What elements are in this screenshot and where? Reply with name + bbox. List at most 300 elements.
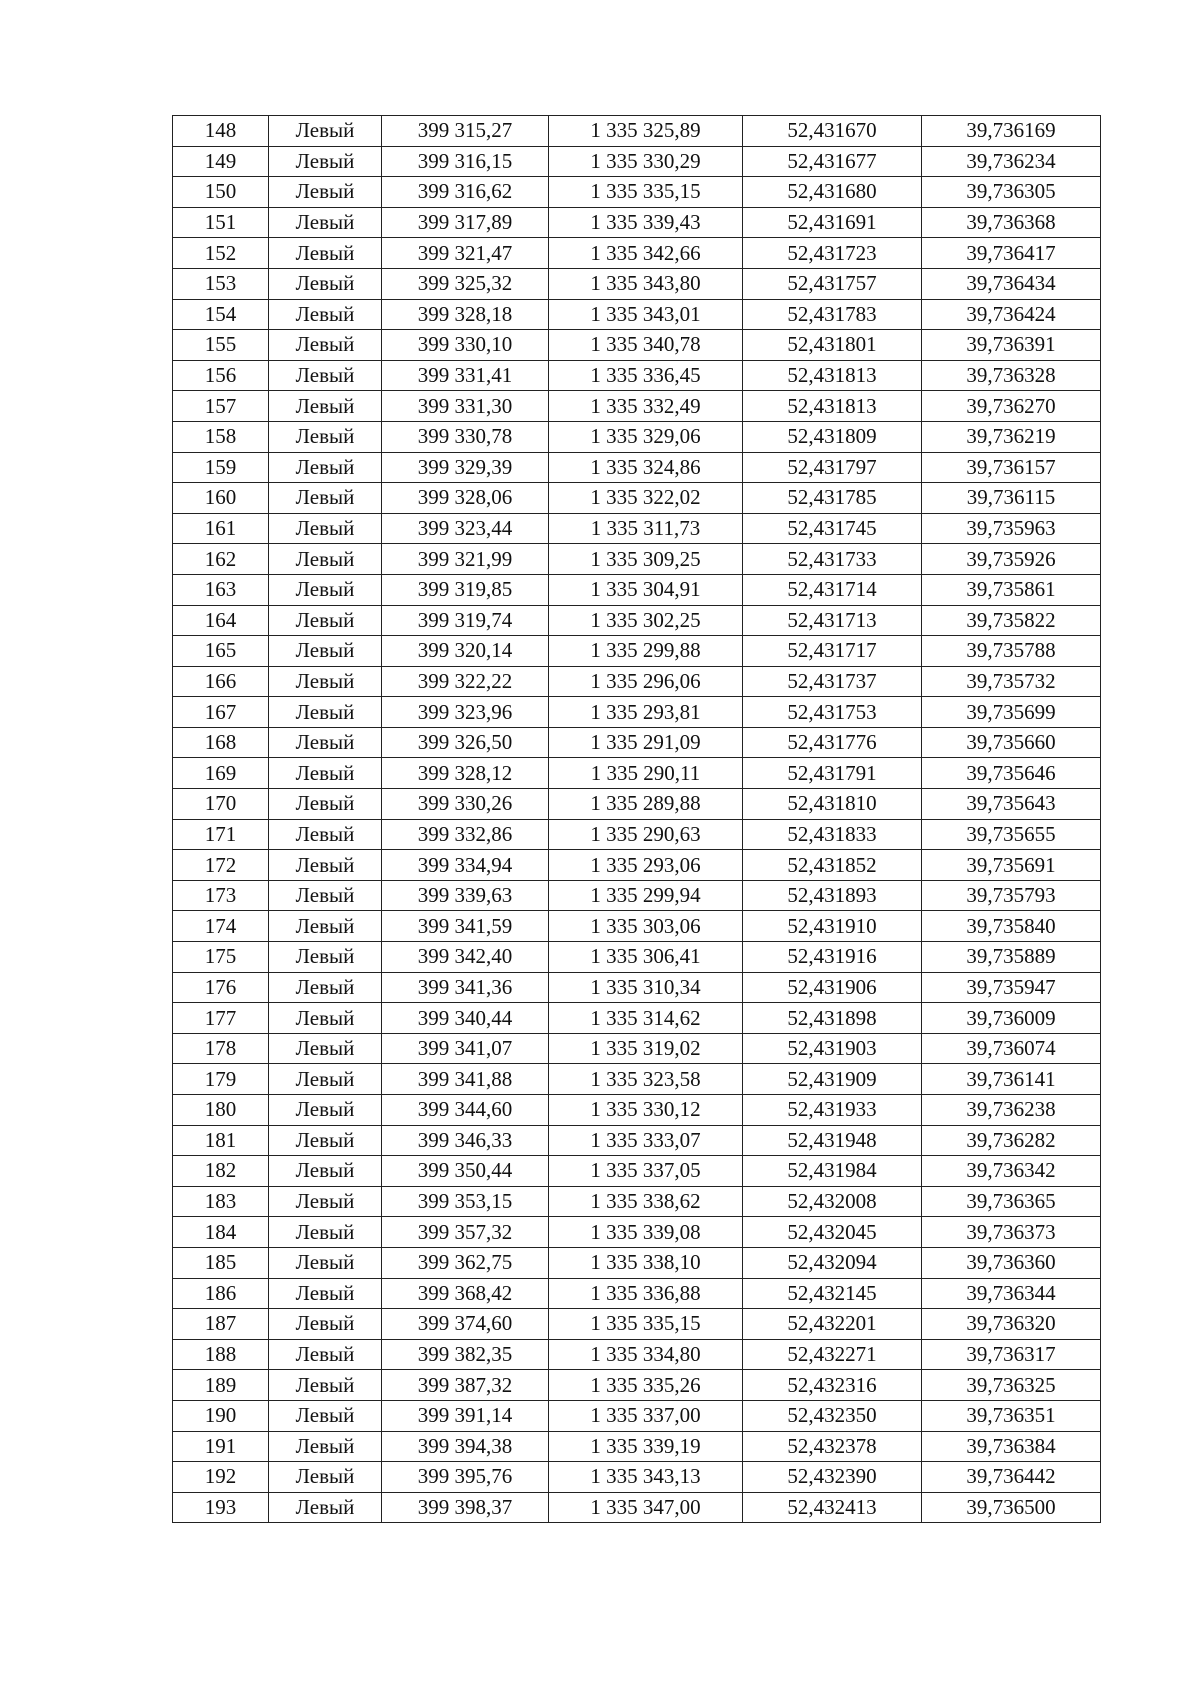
side-cell: Левый xyxy=(269,330,382,361)
latitude-cell: 52,431670 xyxy=(743,116,922,147)
y-coordinate-cell: 1 335 333,07 xyxy=(549,1125,743,1156)
latitude-cell: 52,432271 xyxy=(743,1339,922,1370)
point-number-cell: 165 xyxy=(173,636,269,667)
x-coordinate-cell: 399 339,63 xyxy=(382,880,549,911)
latitude-cell: 52,431910 xyxy=(743,911,922,942)
side-cell: Левый xyxy=(269,146,382,177)
latitude-cell: 52,431801 xyxy=(743,330,922,361)
side-cell: Левый xyxy=(269,636,382,667)
y-coordinate-cell: 1 335 335,15 xyxy=(549,1309,743,1340)
latitude-cell: 52,431723 xyxy=(743,238,922,269)
y-coordinate-cell: 1 335 336,88 xyxy=(549,1278,743,1309)
point-number-cell: 176 xyxy=(173,972,269,1003)
table-row xyxy=(173,942,1101,973)
latitude-cell: 52,431677 xyxy=(743,146,922,177)
point-number-cell: 154 xyxy=(173,299,269,330)
side-cell: Левый xyxy=(269,1309,382,1340)
latitude-cell: 52,432413 xyxy=(743,1492,922,1523)
longitude-cell: 39,736317 xyxy=(922,1339,1101,1370)
table-row xyxy=(173,605,1101,636)
x-coordinate-cell: 399 391,14 xyxy=(382,1400,549,1431)
latitude-cell: 52,431984 xyxy=(743,1156,922,1187)
longitude-cell: 39,735643 xyxy=(922,789,1101,820)
x-coordinate-cell: 399 319,74 xyxy=(382,605,549,636)
longitude-cell: 39,736442 xyxy=(922,1462,1101,1493)
longitude-cell: 39,736424 xyxy=(922,299,1101,330)
point-number-cell: 149 xyxy=(173,146,269,177)
y-coordinate-cell: 1 335 293,81 xyxy=(549,697,743,728)
longitude-cell: 39,736351 xyxy=(922,1400,1101,1431)
point-number-cell: 173 xyxy=(173,880,269,911)
latitude-cell: 52,432316 xyxy=(743,1370,922,1401)
side-cell: Левый xyxy=(269,238,382,269)
side-cell: Левый xyxy=(269,1247,382,1278)
table-row xyxy=(173,207,1101,238)
table-row xyxy=(173,1370,1101,1401)
x-coordinate-cell: 399 322,22 xyxy=(382,666,549,697)
side-cell: Левый xyxy=(269,605,382,636)
longitude-cell: 39,736157 xyxy=(922,452,1101,483)
side-cell: Левый xyxy=(269,697,382,728)
table-row xyxy=(173,452,1101,483)
y-coordinate-cell: 1 335 319,02 xyxy=(549,1033,743,1064)
x-coordinate-cell: 399 316,62 xyxy=(382,177,549,208)
latitude-cell: 52,431909 xyxy=(743,1064,922,1095)
table-row xyxy=(173,758,1101,789)
longitude-cell: 39,736384 xyxy=(922,1431,1101,1462)
longitude-cell: 39,735655 xyxy=(922,819,1101,850)
point-number-cell: 157 xyxy=(173,391,269,422)
point-number-cell: 151 xyxy=(173,207,269,238)
point-number-cell: 175 xyxy=(173,942,269,973)
point-number-cell: 158 xyxy=(173,421,269,452)
y-coordinate-cell: 1 335 339,19 xyxy=(549,1431,743,1462)
table-row xyxy=(173,911,1101,942)
point-number-cell: 171 xyxy=(173,819,269,850)
longitude-cell: 39,735947 xyxy=(922,972,1101,1003)
point-number-cell: 192 xyxy=(173,1462,269,1493)
latitude-cell: 52,431757 xyxy=(743,268,922,299)
side-cell: Левый xyxy=(269,1278,382,1309)
table-row xyxy=(173,1125,1101,1156)
y-coordinate-cell: 1 335 329,06 xyxy=(549,421,743,452)
table-row xyxy=(173,1278,1101,1309)
table-row xyxy=(173,1217,1101,1248)
y-coordinate-cell: 1 335 323,58 xyxy=(549,1064,743,1095)
y-coordinate-cell: 1 335 335,26 xyxy=(549,1370,743,1401)
table-row xyxy=(173,789,1101,820)
x-coordinate-cell: 399 315,27 xyxy=(382,116,549,147)
longitude-cell: 39,735660 xyxy=(922,727,1101,758)
table-row xyxy=(173,544,1101,575)
x-coordinate-cell: 399 325,32 xyxy=(382,268,549,299)
y-coordinate-cell: 1 335 291,09 xyxy=(549,727,743,758)
longitude-cell: 39,736328 xyxy=(922,360,1101,391)
side-cell: Левый xyxy=(269,1033,382,1064)
y-coordinate-cell: 1 335 338,10 xyxy=(549,1247,743,1278)
y-coordinate-cell: 1 335 330,29 xyxy=(549,146,743,177)
coordinates-table-body xyxy=(173,116,1101,1523)
side-cell: Левый xyxy=(269,1003,382,1034)
y-coordinate-cell: 1 335 343,80 xyxy=(549,268,743,299)
point-number-cell: 159 xyxy=(173,452,269,483)
y-coordinate-cell: 1 335 289,88 xyxy=(549,789,743,820)
table-row xyxy=(173,177,1101,208)
table-row xyxy=(173,880,1101,911)
latitude-cell: 52,431833 xyxy=(743,819,922,850)
x-coordinate-cell: 399 394,38 xyxy=(382,1431,549,1462)
x-coordinate-cell: 399 342,40 xyxy=(382,942,549,973)
table-row xyxy=(173,1186,1101,1217)
y-coordinate-cell: 1 335 322,02 xyxy=(549,483,743,514)
y-coordinate-cell: 1 335 309,25 xyxy=(549,544,743,575)
point-number-cell: 182 xyxy=(173,1156,269,1187)
point-number-cell: 174 xyxy=(173,911,269,942)
x-coordinate-cell: 399 340,44 xyxy=(382,1003,549,1034)
y-coordinate-cell: 1 335 337,00 xyxy=(549,1400,743,1431)
x-coordinate-cell: 399 341,07 xyxy=(382,1033,549,1064)
y-coordinate-cell: 1 335 302,25 xyxy=(549,605,743,636)
table-row xyxy=(173,483,1101,514)
latitude-cell: 52,432008 xyxy=(743,1186,922,1217)
table-row xyxy=(173,1003,1101,1034)
table-row xyxy=(173,1309,1101,1340)
y-coordinate-cell: 1 335 338,62 xyxy=(549,1186,743,1217)
x-coordinate-cell: 399 368,42 xyxy=(382,1278,549,1309)
longitude-cell: 39,736434 xyxy=(922,268,1101,299)
side-cell: Левый xyxy=(269,1462,382,1493)
longitude-cell: 39,736169 xyxy=(922,116,1101,147)
x-coordinate-cell: 399 346,33 xyxy=(382,1125,549,1156)
longitude-cell: 39,736282 xyxy=(922,1125,1101,1156)
latitude-cell: 52,431785 xyxy=(743,483,922,514)
y-coordinate-cell: 1 335 332,49 xyxy=(549,391,743,422)
longitude-cell: 39,736009 xyxy=(922,1003,1101,1034)
point-number-cell: 185 xyxy=(173,1247,269,1278)
y-coordinate-cell: 1 335 339,43 xyxy=(549,207,743,238)
longitude-cell: 39,735822 xyxy=(922,605,1101,636)
point-number-cell: 148 xyxy=(173,116,269,147)
side-cell: Левый xyxy=(269,421,382,452)
side-cell: Левый xyxy=(269,513,382,544)
longitude-cell: 39,736115 xyxy=(922,483,1101,514)
longitude-cell: 39,735926 xyxy=(922,544,1101,575)
latitude-cell: 52,432390 xyxy=(743,1462,922,1493)
point-number-cell: 186 xyxy=(173,1278,269,1309)
y-coordinate-cell: 1 335 293,06 xyxy=(549,850,743,881)
latitude-cell: 52,431745 xyxy=(743,513,922,544)
side-cell: Левый xyxy=(269,299,382,330)
side-cell: Левый xyxy=(269,850,382,881)
longitude-cell: 39,736391 xyxy=(922,330,1101,361)
x-coordinate-cell: 399 330,78 xyxy=(382,421,549,452)
x-coordinate-cell: 399 331,30 xyxy=(382,391,549,422)
point-number-cell: 172 xyxy=(173,850,269,881)
x-coordinate-cell: 399 334,94 xyxy=(382,850,549,881)
table-row xyxy=(173,391,1101,422)
side-cell: Левый xyxy=(269,1064,382,1095)
latitude-cell: 52,431809 xyxy=(743,421,922,452)
longitude-cell: 39,735732 xyxy=(922,666,1101,697)
latitude-cell: 52,431813 xyxy=(743,360,922,391)
table-row xyxy=(173,146,1101,177)
x-coordinate-cell: 399 321,99 xyxy=(382,544,549,575)
y-coordinate-cell: 1 335 343,13 xyxy=(549,1462,743,1493)
latitude-cell: 52,431906 xyxy=(743,972,922,1003)
x-coordinate-cell: 399 341,59 xyxy=(382,911,549,942)
table-row xyxy=(173,666,1101,697)
longitude-cell: 39,736344 xyxy=(922,1278,1101,1309)
point-number-cell: 183 xyxy=(173,1186,269,1217)
latitude-cell: 52,431733 xyxy=(743,544,922,575)
longitude-cell: 39,736320 xyxy=(922,1309,1101,1340)
side-cell: Левый xyxy=(269,911,382,942)
y-coordinate-cell: 1 335 335,15 xyxy=(549,177,743,208)
latitude-cell: 52,431783 xyxy=(743,299,922,330)
y-coordinate-cell: 1 335 303,06 xyxy=(549,911,743,942)
latitude-cell: 52,431776 xyxy=(743,727,922,758)
latitude-cell: 52,432145 xyxy=(743,1278,922,1309)
longitude-cell: 39,736219 xyxy=(922,421,1101,452)
point-number-cell: 153 xyxy=(173,268,269,299)
latitude-cell: 52,431903 xyxy=(743,1033,922,1064)
table-row xyxy=(173,850,1101,881)
point-number-cell: 156 xyxy=(173,360,269,391)
y-coordinate-cell: 1 335 340,78 xyxy=(549,330,743,361)
x-coordinate-cell: 399 374,60 xyxy=(382,1309,549,1340)
y-coordinate-cell: 1 335 290,63 xyxy=(549,819,743,850)
side-cell: Левый xyxy=(269,880,382,911)
latitude-cell: 52,431713 xyxy=(743,605,922,636)
side-cell: Левый xyxy=(269,483,382,514)
coordinates-table xyxy=(172,115,1101,1523)
y-coordinate-cell: 1 335 325,89 xyxy=(549,116,743,147)
y-coordinate-cell: 1 335 306,41 xyxy=(549,942,743,973)
x-coordinate-cell: 399 387,32 xyxy=(382,1370,549,1401)
longitude-cell: 39,736373 xyxy=(922,1217,1101,1248)
point-number-cell: 184 xyxy=(173,1217,269,1248)
x-coordinate-cell: 399 326,50 xyxy=(382,727,549,758)
y-coordinate-cell: 1 335 324,86 xyxy=(549,452,743,483)
table-row xyxy=(173,1339,1101,1370)
x-coordinate-cell: 399 332,86 xyxy=(382,819,549,850)
latitude-cell: 52,431753 xyxy=(743,697,922,728)
y-coordinate-cell: 1 335 337,05 xyxy=(549,1156,743,1187)
latitude-cell: 52,432378 xyxy=(743,1431,922,1462)
table-row xyxy=(173,1492,1101,1523)
latitude-cell: 52,431680 xyxy=(743,177,922,208)
table-row xyxy=(173,574,1101,605)
point-number-cell: 177 xyxy=(173,1003,269,1034)
longitude-cell: 39,735861 xyxy=(922,574,1101,605)
side-cell: Левый xyxy=(269,1095,382,1126)
y-coordinate-cell: 1 335 339,08 xyxy=(549,1217,743,1248)
point-number-cell: 179 xyxy=(173,1064,269,1095)
x-coordinate-cell: 399 321,47 xyxy=(382,238,549,269)
side-cell: Левый xyxy=(269,544,382,575)
side-cell: Левый xyxy=(269,452,382,483)
point-number-cell: 166 xyxy=(173,666,269,697)
longitude-cell: 39,735691 xyxy=(922,850,1101,881)
y-coordinate-cell: 1 335 299,88 xyxy=(549,636,743,667)
table-row xyxy=(173,1431,1101,1462)
table-row xyxy=(173,972,1101,1003)
x-coordinate-cell: 399 323,96 xyxy=(382,697,549,728)
table-row xyxy=(173,238,1101,269)
side-cell: Левый xyxy=(269,1370,382,1401)
y-coordinate-cell: 1 335 347,00 xyxy=(549,1492,743,1523)
latitude-cell: 52,432045 xyxy=(743,1217,922,1248)
latitude-cell: 52,431813 xyxy=(743,391,922,422)
y-coordinate-cell: 1 335 336,45 xyxy=(549,360,743,391)
table-row xyxy=(173,513,1101,544)
latitude-cell: 52,432350 xyxy=(743,1400,922,1431)
x-coordinate-cell: 399 382,35 xyxy=(382,1339,549,1370)
longitude-cell: 39,736325 xyxy=(922,1370,1101,1401)
x-coordinate-cell: 399 330,26 xyxy=(382,789,549,820)
table-row xyxy=(173,1033,1101,1064)
latitude-cell: 52,431791 xyxy=(743,758,922,789)
side-cell: Левый xyxy=(269,666,382,697)
side-cell: Левый xyxy=(269,1400,382,1431)
x-coordinate-cell: 399 328,06 xyxy=(382,483,549,514)
x-coordinate-cell: 399 323,44 xyxy=(382,513,549,544)
x-coordinate-cell: 399 328,12 xyxy=(382,758,549,789)
x-coordinate-cell: 399 319,85 xyxy=(382,574,549,605)
latitude-cell: 52,432094 xyxy=(743,1247,922,1278)
point-number-cell: 191 xyxy=(173,1431,269,1462)
point-number-cell: 170 xyxy=(173,789,269,820)
longitude-cell: 39,735840 xyxy=(922,911,1101,942)
y-coordinate-cell: 1 335 296,06 xyxy=(549,666,743,697)
side-cell: Левый xyxy=(269,1156,382,1187)
side-cell: Левый xyxy=(269,819,382,850)
table-row xyxy=(173,1156,1101,1187)
point-number-cell: 189 xyxy=(173,1370,269,1401)
table-row xyxy=(173,268,1101,299)
side-cell: Левый xyxy=(269,360,382,391)
y-coordinate-cell: 1 335 314,62 xyxy=(549,1003,743,1034)
point-number-cell: 193 xyxy=(173,1492,269,1523)
longitude-cell: 39,736342 xyxy=(922,1156,1101,1187)
longitude-cell: 39,735963 xyxy=(922,513,1101,544)
y-coordinate-cell: 1 335 342,66 xyxy=(549,238,743,269)
longitude-cell: 39,736305 xyxy=(922,177,1101,208)
latitude-cell: 52,431933 xyxy=(743,1095,922,1126)
table-row xyxy=(173,1064,1101,1095)
table-row xyxy=(173,1095,1101,1126)
side-cell: Левый xyxy=(269,116,382,147)
table-row xyxy=(173,697,1101,728)
side-cell: Левый xyxy=(269,1492,382,1523)
x-coordinate-cell: 399 320,14 xyxy=(382,636,549,667)
longitude-cell: 39,735646 xyxy=(922,758,1101,789)
longitude-cell: 39,736500 xyxy=(922,1492,1101,1523)
longitude-cell: 39,735788 xyxy=(922,636,1101,667)
side-cell: Левый xyxy=(269,972,382,1003)
x-coordinate-cell: 399 353,15 xyxy=(382,1186,549,1217)
side-cell: Левый xyxy=(269,789,382,820)
x-coordinate-cell: 399 329,39 xyxy=(382,452,549,483)
table-row xyxy=(173,116,1101,147)
x-coordinate-cell: 399 350,44 xyxy=(382,1156,549,1187)
side-cell: Левый xyxy=(269,758,382,789)
longitude-cell: 39,735699 xyxy=(922,697,1101,728)
longitude-cell: 39,736270 xyxy=(922,391,1101,422)
side-cell: Левый xyxy=(269,391,382,422)
longitude-cell: 39,736417 xyxy=(922,238,1101,269)
x-coordinate-cell: 399 344,60 xyxy=(382,1095,549,1126)
side-cell: Левый xyxy=(269,1339,382,1370)
y-coordinate-cell: 1 335 343,01 xyxy=(549,299,743,330)
side-cell: Левый xyxy=(269,1431,382,1462)
y-coordinate-cell: 1 335 310,34 xyxy=(549,972,743,1003)
point-number-cell: 150 xyxy=(173,177,269,208)
latitude-cell: 52,432201 xyxy=(743,1309,922,1340)
longitude-cell: 39,736368 xyxy=(922,207,1101,238)
side-cell: Левый xyxy=(269,207,382,238)
table-row xyxy=(173,330,1101,361)
longitude-cell: 39,736360 xyxy=(922,1247,1101,1278)
side-cell: Левый xyxy=(269,268,382,299)
side-cell: Левый xyxy=(269,177,382,208)
x-coordinate-cell: 399 341,36 xyxy=(382,972,549,1003)
point-number-cell: 162 xyxy=(173,544,269,575)
latitude-cell: 52,431737 xyxy=(743,666,922,697)
point-number-cell: 187 xyxy=(173,1309,269,1340)
point-number-cell: 178 xyxy=(173,1033,269,1064)
x-coordinate-cell: 399 357,32 xyxy=(382,1217,549,1248)
table-row xyxy=(173,299,1101,330)
point-number-cell: 167 xyxy=(173,697,269,728)
point-number-cell: 181 xyxy=(173,1125,269,1156)
x-coordinate-cell: 399 317,89 xyxy=(382,207,549,238)
latitude-cell: 52,431810 xyxy=(743,789,922,820)
point-number-cell: 155 xyxy=(173,330,269,361)
point-number-cell: 161 xyxy=(173,513,269,544)
x-coordinate-cell: 399 341,88 xyxy=(382,1064,549,1095)
longitude-cell: 39,735889 xyxy=(922,942,1101,973)
point-number-cell: 160 xyxy=(173,483,269,514)
table-row xyxy=(173,360,1101,391)
point-number-cell: 168 xyxy=(173,727,269,758)
point-number-cell: 152 xyxy=(173,238,269,269)
x-coordinate-cell: 399 330,10 xyxy=(382,330,549,361)
x-coordinate-cell: 399 395,76 xyxy=(382,1462,549,1493)
point-number-cell: 180 xyxy=(173,1095,269,1126)
latitude-cell: 52,431714 xyxy=(743,574,922,605)
x-coordinate-cell: 399 316,15 xyxy=(382,146,549,177)
x-coordinate-cell: 399 331,41 xyxy=(382,360,549,391)
longitude-cell: 39,735793 xyxy=(922,880,1101,911)
latitude-cell: 52,431916 xyxy=(743,942,922,973)
point-number-cell: 163 xyxy=(173,574,269,605)
point-number-cell: 169 xyxy=(173,758,269,789)
point-number-cell: 190 xyxy=(173,1400,269,1431)
side-cell: Левый xyxy=(269,1217,382,1248)
longitude-cell: 39,736234 xyxy=(922,146,1101,177)
latitude-cell: 52,431797 xyxy=(743,452,922,483)
latitude-cell: 52,431893 xyxy=(743,880,922,911)
x-coordinate-cell: 399 398,37 xyxy=(382,1492,549,1523)
side-cell: Левый xyxy=(269,942,382,973)
longitude-cell: 39,736365 xyxy=(922,1186,1101,1217)
y-coordinate-cell: 1 335 290,11 xyxy=(549,758,743,789)
table-row xyxy=(173,1247,1101,1278)
table-row xyxy=(173,819,1101,850)
longitude-cell: 39,736141 xyxy=(922,1064,1101,1095)
table-row xyxy=(173,1400,1101,1431)
